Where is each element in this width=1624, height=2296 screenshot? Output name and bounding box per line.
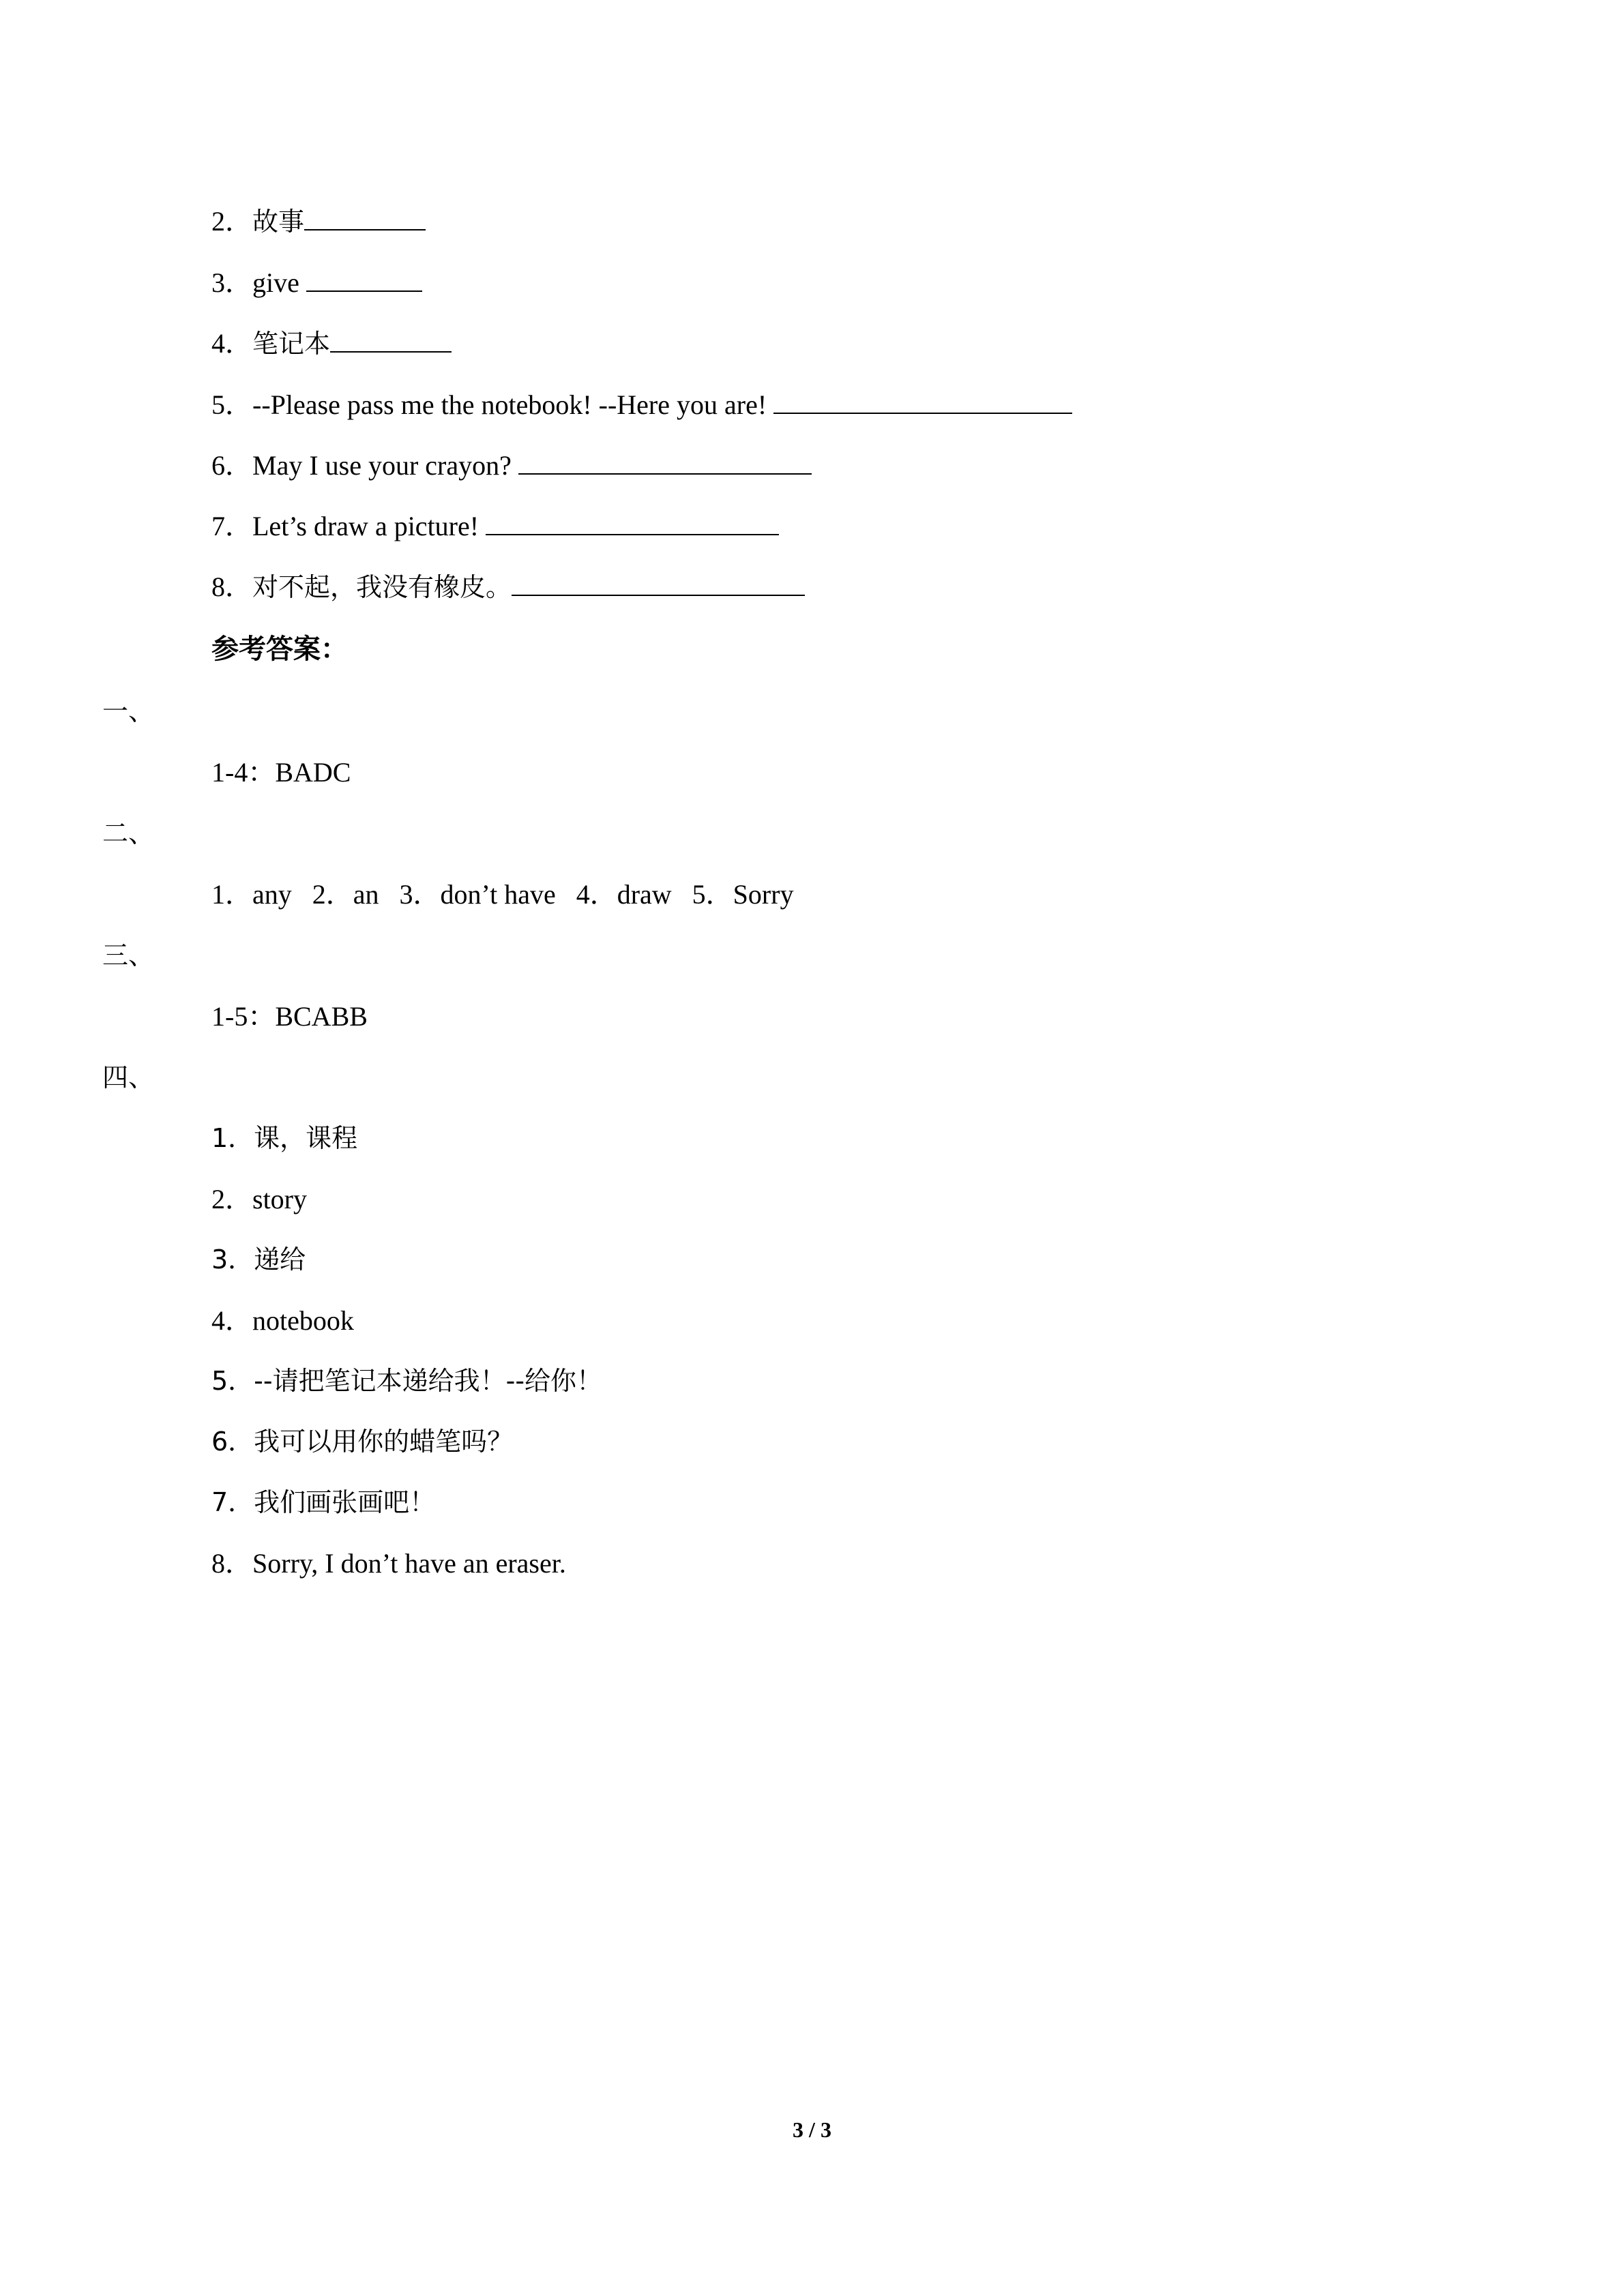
section-label-2: 二、: [102, 818, 155, 848]
page-number: 3 / 3: [793, 2117, 831, 2142]
section-4-line-5: 5．--请把笔记本递给我！--给你！: [211, 1366, 603, 1396]
section-4-line-6: 6．我可以用你的蜡笔吗？: [211, 1427, 514, 1457]
section-4-line-8: 8．Sorry, I don’t have an eraser.: [211, 1548, 566, 1579]
answer-blank[interactable]: [330, 351, 452, 353]
answer-blank[interactable]: [486, 534, 779, 535]
section-4-line-4: 4．notebook: [211, 1305, 354, 1336]
question-item-6: [211, 435, 1439, 496]
question-text: 对不起，我没有橡皮。: [252, 572, 512, 602]
section-4-line-7: 7．我们画张画吧！: [211, 1487, 436, 1517]
section-label-4: 四、: [102, 1062, 155, 1092]
answer-blank[interactable]: [518, 473, 812, 475]
question-text: May I use your crayon?: [252, 450, 518, 481]
answer-blank[interactable]: [512, 595, 805, 596]
question-text: 笔记本: [252, 329, 331, 359]
section-4-line-1: 1．课，课程: [211, 1123, 358, 1153]
question-item-8: [211, 556, 1439, 618]
question-item-4: [211, 313, 1439, 374]
section-2-line-1: 1．any 2．an 3．don’t have 4．draw 5．Sorry: [211, 879, 794, 910]
answer-blank[interactable]: [306, 290, 422, 292]
question-item-2: [211, 191, 1439, 252]
question-text: 故事: [252, 207, 305, 237]
question-number: 2．: [211, 206, 252, 237]
section-3-line-1: 1-5：BCABB: [211, 1001, 368, 1032]
answer-blank[interactable]: [773, 413, 1072, 414]
question-number: 8．: [211, 571, 252, 602]
question-text: give: [252, 267, 306, 298]
document-body: [102, 191, 1439, 1594]
section-4-line-2: 2．story: [211, 1184, 307, 1214]
question-text: Let’s draw a picture!: [252, 511, 486, 541]
question-number: 5．: [211, 389, 252, 420]
answers-heading: 参考答案：: [211, 633, 348, 665]
question-number: 4．: [211, 328, 252, 359]
question-item-7: [211, 496, 1439, 556]
section-label-1: 一、: [102, 696, 155, 726]
question-text: --Please pass me the notebook! --Here you are!: [252, 389, 774, 420]
question-number: 6．: [211, 450, 252, 481]
question-item-5: [211, 374, 1439, 435]
question-number: 7．: [211, 511, 252, 541]
section-1-line-1: 1-4：BADC: [211, 757, 351, 788]
section-label-3: 三、: [102, 940, 155, 970]
section-4-line-3: 3．递给: [211, 1244, 306, 1274]
question-item-3: [211, 252, 1439, 313]
answer-blank[interactable]: [304, 229, 426, 230]
question-number: 3．: [211, 267, 252, 298]
